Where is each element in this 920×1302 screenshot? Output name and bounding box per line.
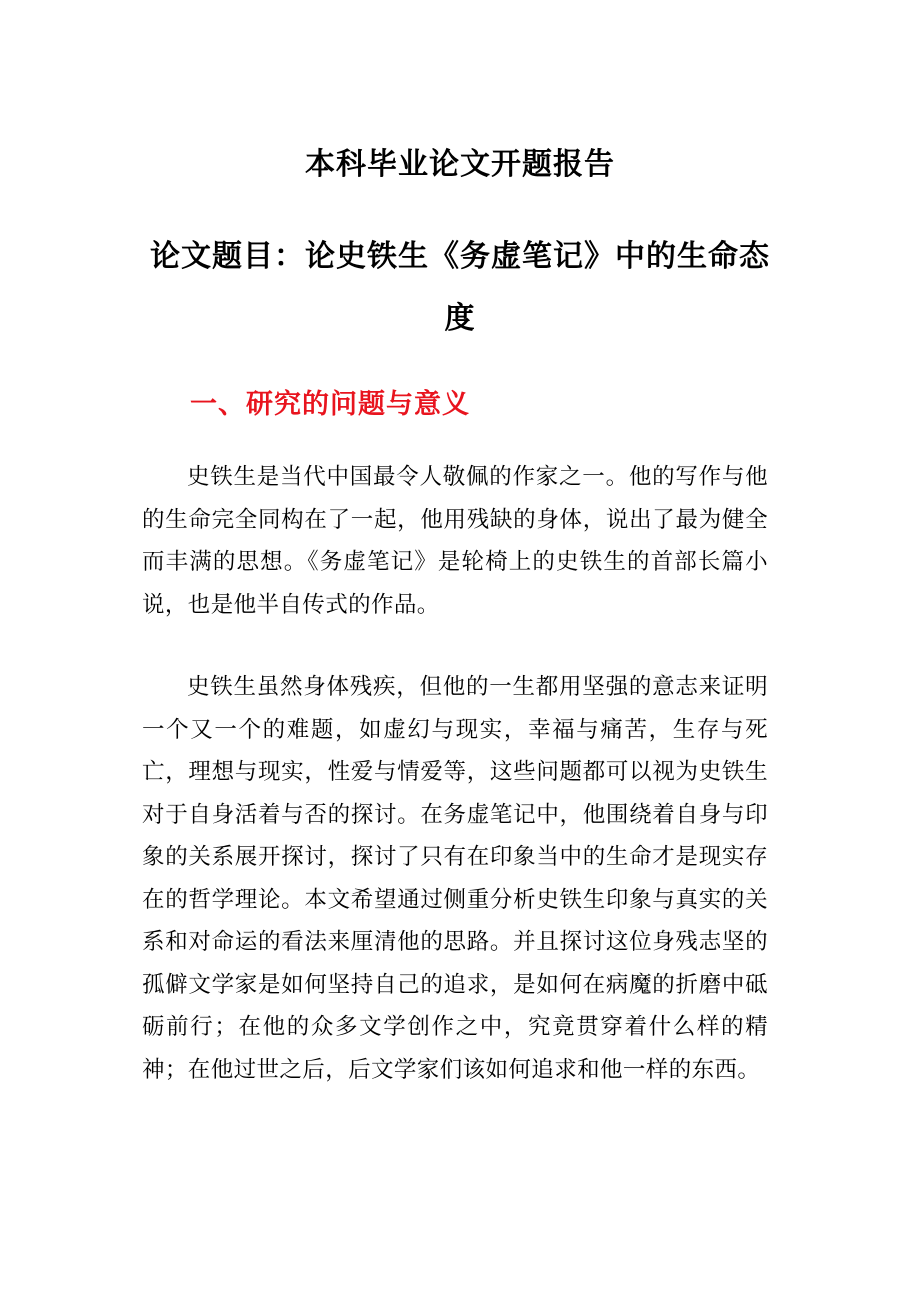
thesis-title: 论文题目：论史铁生《务虚笔记》中的生命态度 bbox=[150, 239, 770, 336]
paragraph: 史铁生虽然身体残疾，但他的一生都用坚强的意志来证明一个又一个的难题，如虚幻与现实，幸福与痛苦，生存与死亡，理想与现实，性爱与情爱等，这些问题都可以视为史铁生对于自身活着与否的探讨。在务虚笔记中，他围绕着自身与印象的关系展开探讨，探讨了只有在印象当中的生命才是现实存在的哲学理论。本文希望通过侧重分析史铁生印象与真实的关系和对命运的看法来厘清他的思路。并且探讨这位身残志坚的孤僻文学家是如何坚持自己的追求，是如何在病魔的折磨中砥砺前行；在他的众多文学创作之中，究竟贯穿着什么样的精神；在他过世之后，后文学家们该如何追求和他一样的东西。 bbox=[142, 674, 768, 1083]
paragraph: 史铁生是当代中国最令人敬佩的作家之一。他的写作与他的生命完全同构在了一起，他用残缺的身体，说出了最为健全而丰满的思想。《务虚笔记》是轮椅上的史铁生的首部长篇小说，也是他半自传式的作品。 bbox=[142, 464, 768, 618]
document-title: 本科毕业论文开题报告 bbox=[305, 147, 615, 182]
section-heading: 一、研究的问题与意义 bbox=[190, 389, 470, 420]
